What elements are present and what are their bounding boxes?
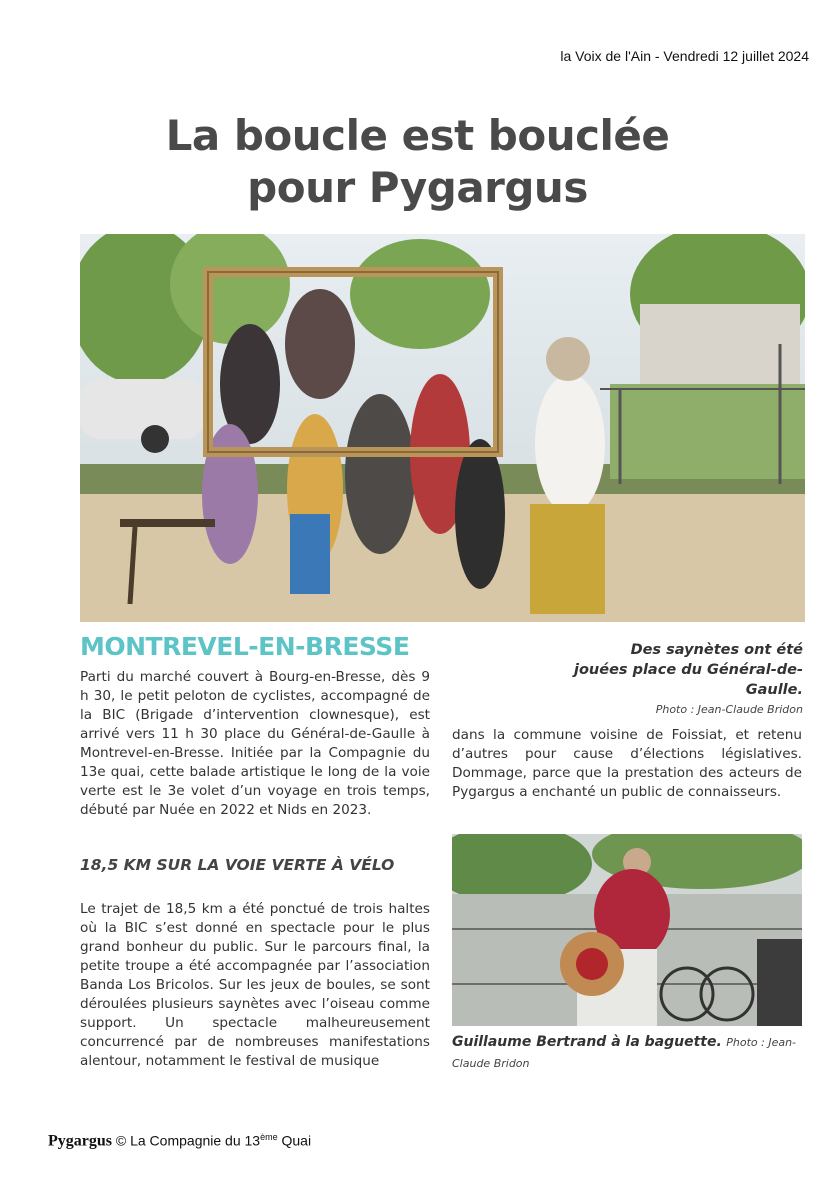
- headline-line-1: La boucle est bouclée: [165, 111, 670, 160]
- headline: [0, 110, 835, 214]
- second-photo-caption: [452, 1032, 802, 1074]
- second-photo: [452, 834, 802, 1026]
- main-photo-caption: [573, 640, 803, 720]
- footer-brand: Pygargus: [48, 1132, 112, 1150]
- section-subhead: 18,5 KM SUR LA VOIE VERTE À VÉLO: [80, 856, 395, 874]
- article-paragraph-2: Le trajet de 18,5 km a été ponctué de trois haltes où la BIC s’est donné en spectacle pour le plus grand bonheur du public. Sur le parcours final, la petite troupe a été accompagnée par l’association Banda Los Bricolos. Sur les jeux de boules, se sont déroulées plusieurs saynètes avec l’oiseau comme support. Un spectacle malheureusement concurrencé par de nombreuses manifestations alentour, notamment le festival de musique: [80, 901, 430, 1069]
- headline-line-2: pour Pygargus: [247, 163, 588, 212]
- caption-text: Guillaume Bertrand à la baguette.: [452, 1034, 722, 1050]
- article-paragraph-1: Parti du marché couvert à Bourg-en-Bresse, dès 9 h 30, le petit peloton de cyclistes, accompagné de la BIC (Brigade d’intervention clownesque), est arrivé vers 11 h 30 place du Général-de-Gaulle à Montrevel-en-Bresse. Initiée par la Compagnie du 13e quai, cette balade artistique le long de la voie verte est le 3e volet d’un voyage en trois temps, débuté par Nuée en 2022 et Nids en 2023.: [80, 669, 430, 818]
- article-paragraph-3: dans la commune voisine de Foissiat, et retenu d’autres pour cause d’élections législatives. Dommage, parce que la prestation des acteurs de Pygargus a enchanté un public de connaisseurs.: [452, 727, 802, 800]
- photo-credit: Photo : Jean-Claude Bridon: [452, 1036, 797, 1070]
- main-photo: [80, 234, 805, 622]
- footer-tail: Quai: [277, 1132, 312, 1149]
- photo-credit: Photo : Jean-Claude Bridon: [655, 703, 803, 716]
- footer: [48, 1132, 311, 1151]
- footer-copyright: © La Compagnie du 13: [115, 1132, 261, 1149]
- kicker-location: MONTREVEL-EN-BRESSE: [80, 632, 410, 661]
- caption-text: Des saynètes ont été jouées place du Général-de-Gaulle.: [573, 642, 803, 698]
- source-line: la Voix de l'Ain - Vendredi 12 juillet 2024: [560, 48, 809, 64]
- footer-sup: ème: [260, 1132, 278, 1142]
